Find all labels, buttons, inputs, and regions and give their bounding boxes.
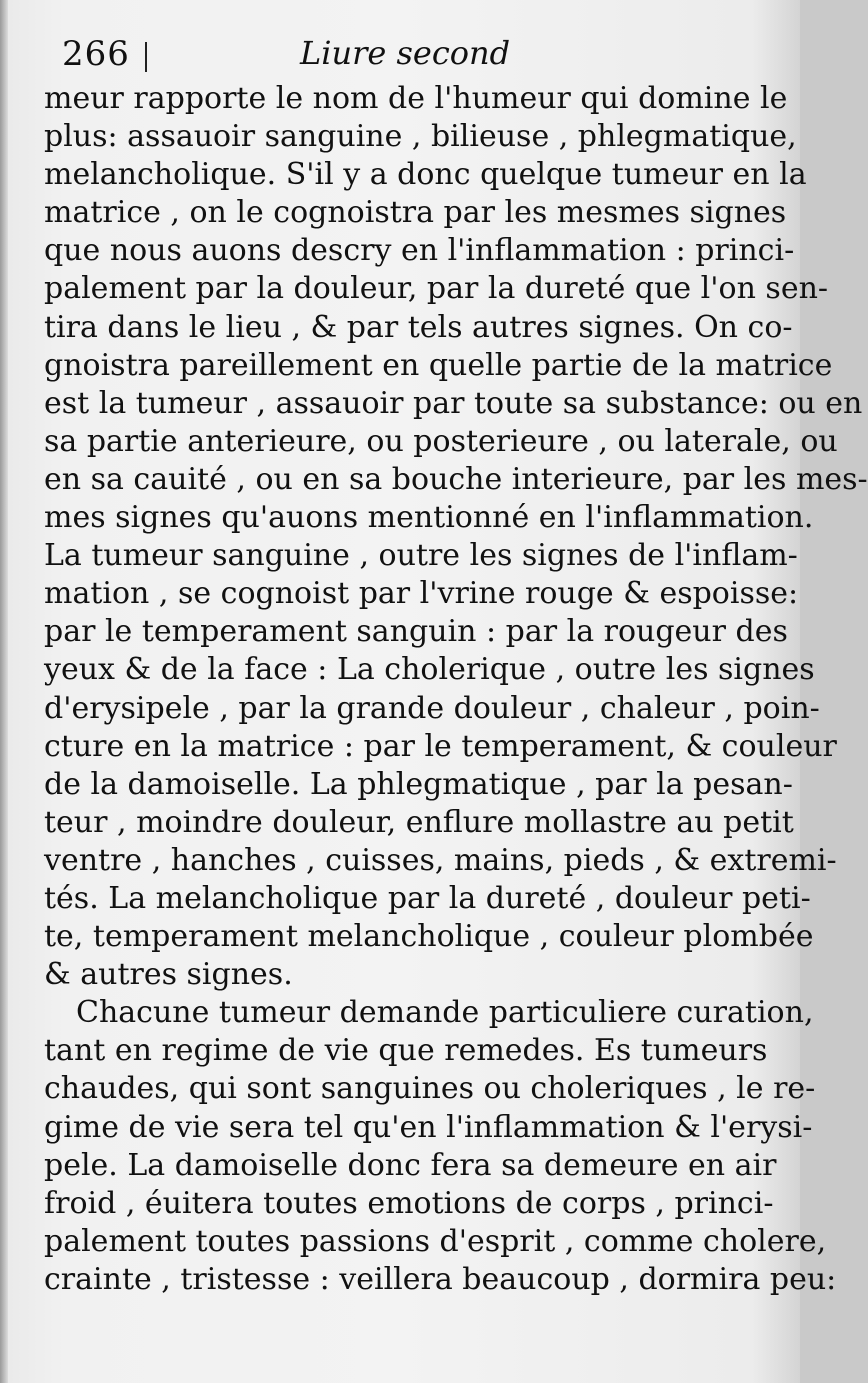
text-line: ventre , hanches , cuisses, mains, pieds , & extremi- <box>44 842 837 878</box>
text-line: matrice , on le cognoistra par les mesmes signes <box>44 195 787 231</box>
paragraph-2 <box>44 994 837 1299</box>
header-divider <box>145 42 147 72</box>
page-number: 266 <box>62 34 130 74</box>
text-line: pele. La damoiselle donc fera sa demeure en air <box>44 1147 777 1183</box>
text-line: yeux & de la face : La cholerique , outre les signes <box>44 652 815 688</box>
text-line: gnoistra pareillement en quelle partie de la matrice <box>44 347 833 383</box>
text-line: est la tumeur , assauoir par toute sa substance: ou en <box>44 385 863 421</box>
page-header <box>62 34 762 82</box>
text-line: en sa cauité , ou en sa bouche interieure, par les mes- <box>44 461 868 497</box>
text-line: palement par la douleur, par la dureté que l'on sen- <box>44 271 829 307</box>
page-gutter-shadow <box>0 0 8 1383</box>
text-line: d'erysipele , par la grande douleur , chaleur , poin- <box>44 690 820 726</box>
text-line: chaudes, qui sont sanguines ou choleriques , le re- <box>44 1071 816 1107</box>
text-line: gime de vie sera tel qu'en l'inflammation & l'erysi- <box>44 1109 813 1145</box>
paragraph-1 <box>44 80 868 994</box>
text-line: de la damoiselle. La phlegmatique , par la pesan- <box>44 766 793 802</box>
text-line: plus: assauoir sanguine , bilieuse , phlegmatique, <box>44 119 797 155</box>
text-line: tés. La melancholique par la dureté , douleur peti- <box>44 880 811 916</box>
text-line: crainte , tristesse : veillera beaucoup , dormira peu: <box>44 1261 837 1297</box>
running-title: Liure second <box>300 34 511 72</box>
text-line: & autres signes. <box>44 957 293 993</box>
text-line: melancholique. S'il y a donc quelque tumeur en la <box>44 157 807 193</box>
text-line: Chacune tumeur demande particuliere curation, <box>76 995 814 1031</box>
text-line: froid , éuitera toutes emotions de corps , princi- <box>44 1185 774 1221</box>
text-line: tira dans le lieu , & par tels autres signes. On co- <box>44 309 793 345</box>
text-line: mation , se cognoist par l'vrine rouge & espoisse: <box>44 576 799 612</box>
text-line: te, temperament melancholique , couleur plombée <box>44 919 814 955</box>
text-line: cture en la matrice : par le temperament, & couleur <box>44 728 837 764</box>
text-line: teur , moindre douleur, enflure mollastre au petit <box>44 804 794 840</box>
text-line: par le temperament sanguin : par la rougeur des <box>44 614 788 650</box>
text-line: tant en regime de vie que remedes. Es tumeurs <box>44 1033 768 1069</box>
text-line: sa partie anterieure, ou posterieure , ou laterale, ou <box>44 423 838 459</box>
text-line: meur rapporte le nom de l'humeur qui domine le <box>44 81 788 116</box>
text-line: que nous auons descry en l'inflammation : princi- <box>44 233 795 269</box>
text-line: palement toutes passions d'esprit , comme cholere, <box>44 1223 827 1259</box>
body-text <box>44 80 868 1299</box>
text-line: La tumeur sanguine , outre les signes de l'inflam- <box>44 538 798 574</box>
text-line: mes signes qu'auons mentionné en l'inflammation. <box>44 500 814 536</box>
